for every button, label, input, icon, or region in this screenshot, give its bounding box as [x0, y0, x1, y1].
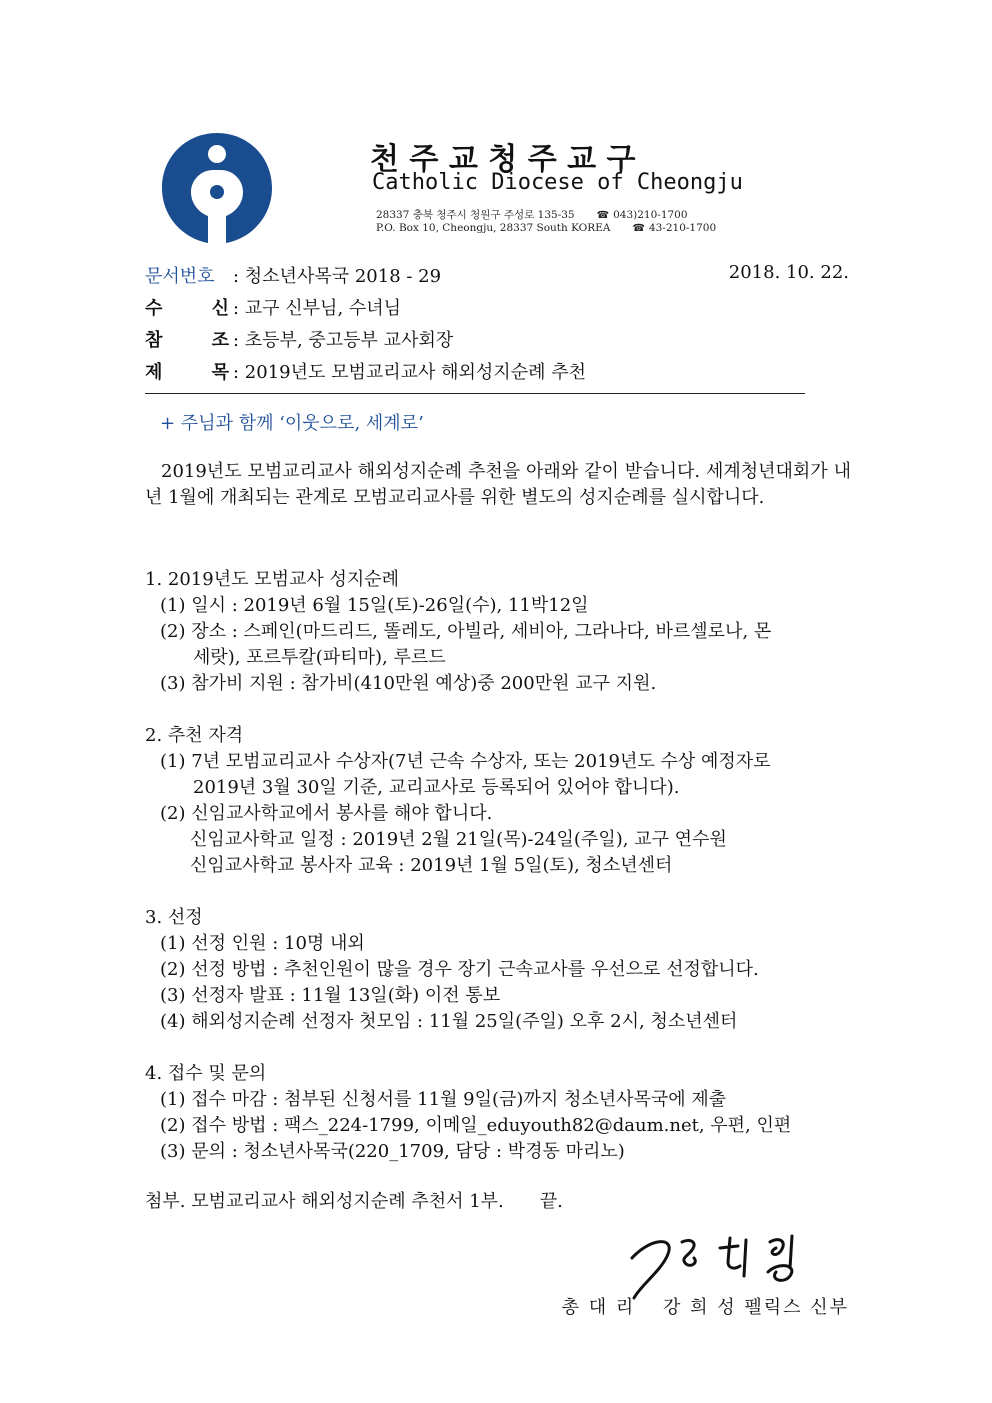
header-divider: [145, 393, 805, 394]
motto: + 주님과 함께 ‘이웃으로, 세계로’: [160, 413, 424, 434]
recipient-label: 수 신: [145, 298, 229, 319]
signer-line: 총 대 리 강 희 성 펠릭스 신부: [561, 1297, 849, 1318]
phone-en: 43-210-1700: [648, 222, 717, 234]
doc-number-row: [145, 262, 441, 288]
section-4-title: 4. 접수 및 문의: [145, 1063, 267, 1084]
org-name-ko: 천 주 교 청 주 교 구: [370, 142, 636, 177]
subject-label: 제 목: [145, 362, 229, 383]
intro-paragraph: [145, 459, 851, 511]
cc-label: 참 조: [145, 330, 229, 351]
attachment-note: 첨부. 모범교리교사 해외성지순례 추천서 1부. 끝.: [145, 1191, 563, 1212]
phone-icon: ☎: [596, 210, 610, 221]
org-name-en: Catholic Diocese of Cheongju: [372, 170, 743, 195]
doc-date: 2018. 10. 22.: [728, 262, 849, 283]
address-ko: 28337 충북 청주시 청원구 주성로 135-35: [376, 209, 575, 221]
section-4-item-2: (2) 접수 방법 : 팩스_224-1799, 이메일_eduyouth82@daum.net, 우편, 인편: [160, 1115, 792, 1136]
intro-text: 2019년도 모범교리교사 해외성지순례 추천을 아래와 같이 받습니다. 세계청년대회가 내년 1월에 개최되는 관계로 모범교리교사를 위한 별도의 성지순례를 실시합니다.: [145, 461, 851, 508]
section-3-item-3: (3) 선정자 발표 : 11월 13일(화) 이전 통보: [160, 985, 501, 1006]
address-en: P.O. Box 10, Cheongju, 28337 South KOREA: [376, 222, 611, 234]
subject-row: [145, 358, 586, 384]
section-2-item-1: (1) 7년 모범교리교사 수상자(7년 근속 수상자, 또는 2019년도 수상 예정자로: [160, 751, 771, 772]
section-4-item-3: (3) 문의 : 청소년사목국(220_1709, 담당 : 박경동 마리노): [160, 1141, 625, 1162]
address-en-line: [376, 222, 716, 234]
phone-icon: ☎: [632, 223, 645, 234]
recipient-row: [145, 294, 401, 320]
section-1-item-2-cont: 세랏), 포르투칼(파티마), 루르드: [193, 647, 446, 668]
section-2-title: 2. 추천 자격: [145, 725, 244, 746]
cc-value: : 초등부, 중고등부 교사회장: [233, 330, 454, 351]
section-2-item-2: (2) 신임교사학교에서 봉사를 해야 합니다.: [160, 803, 493, 824]
section-2-sub-2: 신임교사학교 봉사자 교육 : 2019년 1월 5일(토), 청소년센터: [190, 855, 673, 876]
section-3-item-1: (1) 선정 인원 : 10명 내외: [160, 933, 365, 954]
section-3-item-4: (4) 해외성지순례 선정자 첫모임 : 11월 25일(주일) 오후 2시, 청소년센터: [160, 1011, 738, 1032]
section-1-title: 1. 2019년도 모범교사 성지순례: [145, 569, 400, 590]
section-4-item-1: (1) 접수 마감 : 첨부된 신청서를 11월 9일(금)까지 청소년사목국에 제출: [160, 1089, 727, 1110]
phone-ko: 043)210-1700: [613, 209, 688, 221]
section-2-item-1-cont: 2019년 3월 30일 기준, 교리교사로 등록되어 있어야 합니다).: [193, 777, 680, 798]
section-1-item-3: (3) 참가비 지원 : 참가비(410만원 예상)중 200만원 교구 지원.: [160, 673, 657, 694]
recipient-value: : 교구 신부님, 수녀님: [233, 298, 402, 319]
diocese-logo-icon: [158, 130, 276, 246]
section-1-item-1: (1) 일시 : 2019년 6월 15일(토)-26일(수), 11박12일: [160, 595, 589, 616]
section-1-item-2: (2) 장소 : 스페인(마드리드, 똘레도, 아빌라, 세비아, 그라나다, 바르셀로나, 몬: [160, 621, 772, 642]
doc-number-label: 문서번호: [145, 266, 215, 287]
section-3-item-2: (2) 선정 방법 : 추천인원이 많을 경우 장기 근속교사를 우선으로 선정합니다.: [160, 959, 759, 980]
address-ko-line: [376, 207, 688, 222]
subject-value: : 2019년도 모범교리교사 해외성지순례 추천: [233, 362, 586, 383]
section-3-title: 3. 선정: [145, 907, 203, 928]
cc-row: [145, 326, 453, 352]
handwritten-signature: [620, 1228, 820, 1300]
section-2-sub-1: 신임교사학교 일정 : 2019년 2월 21일(목)-24일(주일), 교구 연수원: [190, 829, 727, 850]
doc-number-value: : 청소년사목국 2018 - 29: [233, 266, 442, 287]
